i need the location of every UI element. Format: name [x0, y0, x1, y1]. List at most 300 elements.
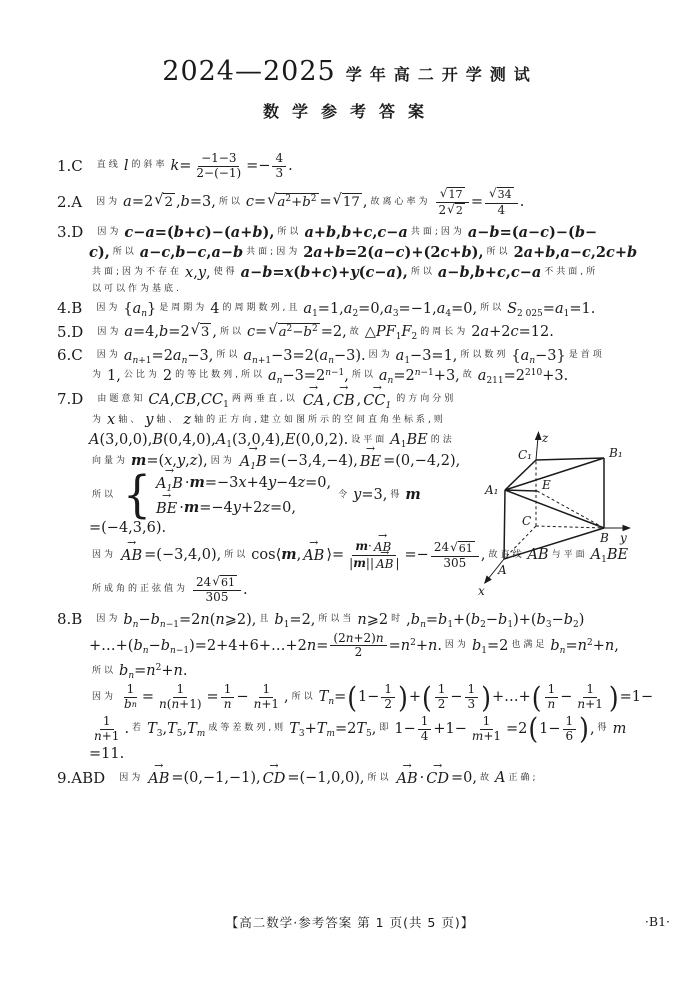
chinese-text: 得: [390, 489, 403, 500]
math-text: 2a+2c=12.: [471, 324, 554, 341]
math-text: $A(3,0,0),B(0,4,0),A_1(3,0,4),E(0,0,2)$.: [89, 432, 349, 451]
answer-line: [57, 186, 680, 220]
chinese-text: 所以: [216, 350, 241, 361]
math-text: 24: [196, 574, 212, 589]
math-text: 4: [210, 300, 220, 317]
fraction-part: 1: [259, 683, 273, 698]
radical-sign: √: [267, 192, 277, 209]
math-text: =−3x+4y−4z=0,: [204, 474, 332, 491]
radicand: 3: [200, 325, 210, 341]
math-text: =(−1,0,0),: [287, 770, 365, 787]
radicand: 2: [164, 195, 173, 211]
math-text: 2a+b,a−c,2c+b: [513, 243, 638, 261]
square-root: [212, 575, 237, 590]
prism-figure: [476, 428, 692, 600]
radical-sign: √: [450, 539, 458, 554]
math-text: 2: [438, 202, 447, 217]
fraction-part: n +1: [253, 696, 280, 711]
math-text: .: [519, 194, 525, 211]
chinese-text: 故直线: [488, 549, 525, 560]
math-text: m: [281, 546, 297, 564]
math-text: =(x,y,z),: [146, 453, 208, 470]
fraction-part: [485, 187, 518, 203]
vertex-label-c1: C₁: [518, 448, 532, 462]
math-text: =(0,−4,2),: [383, 453, 461, 470]
chinese-text: 所以数列: [460, 350, 509, 361]
fraction-part: (2 n +2) n: [330, 632, 386, 647]
vector: → AB: [397, 770, 418, 789]
math-text: ,: [589, 720, 595, 737]
fraction: [91, 715, 122, 744]
chinese-text: 若: [132, 723, 145, 734]
math-text: $b_1=2$,: [274, 611, 316, 630]
chinese-text: 所以: [218, 196, 243, 207]
radicand: 61: [220, 576, 235, 590]
chinese-text: 因为: [96, 614, 121, 625]
vertex-label-a: A: [498, 563, 507, 577]
fraction: [121, 683, 140, 712]
chinese-text: 向量为: [92, 455, 129, 466]
square-root: [154, 193, 175, 211]
chinese-text: 得: [597, 723, 610, 734]
math-text: $\{a_n\}$: [123, 300, 157, 319]
math-text: m: [189, 473, 205, 491]
chinese-text: 所以: [92, 489, 117, 500]
vector: → BE: [156, 500, 177, 519]
answer-number: 9.ABD: [57, 768, 106, 787]
fraction: [156, 683, 205, 712]
math-text: ||: [365, 556, 374, 571]
math-text: AB: [527, 547, 549, 564]
axis-label-z: z: [542, 431, 549, 445]
answer-line: [57, 431, 493, 450]
math-text: ,: [296, 547, 302, 564]
answer-number: 7.D: [57, 390, 84, 409]
chinese-text: 的周长为: [420, 326, 469, 337]
chinese-text: 的法: [430, 434, 455, 445]
fraction-part: [436, 203, 469, 218]
math-text: $S_{2 025}=a_1=1$.: [507, 300, 596, 319]
fraction-part: 4: [272, 152, 286, 167]
math-text: m: [405, 486, 421, 504]
math-text: c=: [245, 194, 267, 211]
chinese-text: 所以: [351, 370, 376, 381]
math-text: .: [243, 581, 248, 598]
chinese-text: 共面;因为: [410, 227, 465, 238]
math-text: m: [353, 556, 366, 571]
answer-line: [57, 244, 680, 263]
chinese-text: 使得: [213, 267, 238, 278]
math-text: x,y,: [185, 264, 211, 281]
fraction: [221, 683, 235, 712]
math-text: $a_{n+1}-3=2(a_n-3)$.: [243, 347, 366, 366]
fraction: [465, 683, 479, 712]
answer-line: [57, 151, 680, 182]
chinese-text: 所以: [291, 691, 316, 702]
vector: → AB: [374, 541, 391, 555]
chinese-text: 正确;: [508, 772, 539, 783]
chinese-text: 所以: [367, 772, 392, 783]
fraction: [485, 187, 518, 217]
chinese-text: 所以: [220, 326, 245, 337]
fraction-part: 2: [384, 696, 393, 711]
math-text: =1−: [619, 689, 654, 705]
fraction: [251, 683, 282, 712]
math-text: ·: [179, 499, 184, 516]
answer-number: 4.B: [57, 299, 83, 318]
vertex-label-e: E: [542, 478, 551, 492]
fraction: [193, 152, 244, 181]
math-text: $=n^2+n$.: [388, 637, 442, 654]
math-text: $A_1BE$: [390, 432, 428, 451]
fraction-part: 305: [205, 590, 229, 605]
math-text: m: [183, 498, 200, 516]
radical-sign: √: [154, 192, 164, 209]
answer-item: [57, 610, 680, 764]
math-text: =−4y+2z=0,: [199, 499, 296, 516]
big-paren: ): [481, 680, 491, 714]
square-root: [489, 187, 514, 202]
chinese-text: 的等比数列,所以: [175, 370, 265, 381]
math-text: $a_{n+1}=2a_n-3$,: [123, 347, 214, 366]
vector: → AB: [121, 547, 142, 566]
chinese-text: 所以: [410, 267, 435, 278]
math-text: .: [124, 720, 130, 737]
radical-sign: √: [439, 185, 448, 200]
chinese-text: 也满足: [511, 640, 548, 651]
math-text: $a_n=2^{n-1}+3$,: [378, 367, 460, 386]
answer-line: [57, 346, 680, 366]
fraction: [545, 683, 559, 712]
square-root: [440, 187, 465, 202]
chinese-text: 因为: [119, 772, 144, 783]
math-text: $b_n=n^2+n$,: [550, 637, 619, 656]
fraction-part: 305: [443, 556, 467, 571]
math-text: m: [131, 452, 147, 470]
fraction: [435, 683, 449, 712]
math-text: +: [408, 689, 421, 705]
fraction-part: 3: [275, 165, 284, 180]
chinese-text: 的斜率: [131, 160, 168, 171]
math-text: =2: [506, 720, 528, 737]
math-text: cos⟨: [251, 547, 282, 564]
answer-line: [57, 323, 680, 343]
chinese-text: 故: [349, 326, 362, 337]
fraction-part: 2−(−1): [196, 165, 242, 180]
math-text: $\{a_n-3\}$: [511, 347, 566, 366]
fraction-part: [431, 541, 479, 557]
chinese-text: 因为: [210, 455, 235, 466]
math-text: c=: [247, 324, 268, 341]
math-text: $b_n=n^2+n$.: [119, 663, 188, 682]
vertex-label-b: B: [600, 531, 609, 545]
chinese-text: 不共面,所: [544, 267, 599, 278]
fraction-part: 6: [565, 728, 574, 743]
fraction: [381, 683, 395, 712]
radical-sign: √: [447, 201, 455, 216]
math-text: 24: [433, 540, 450, 555]
fraction-part: n: [547, 696, 556, 711]
fraction-part: 1: [100, 715, 114, 730]
math-text: +…+: [491, 689, 531, 705]
math-text: $CA,CB,CC_1$: [148, 391, 229, 410]
big-paren: ): [579, 712, 589, 746]
chinese-text: 是首项: [568, 350, 605, 361]
math-text: $a_{211}=2^{210}+3$.: [477, 367, 569, 386]
fraction-part: 1: [563, 715, 577, 730]
math-text: l: [123, 157, 129, 174]
math-text: ,: [284, 689, 289, 705]
math-text: y: [145, 412, 154, 429]
math-text: $a_n-3=2^{n-1}$,: [267, 367, 349, 386]
answer-line: [57, 284, 680, 296]
answer-line: [57, 682, 680, 713]
math-text: =(−4,3,6).: [89, 519, 167, 536]
chinese-text: 因为: [96, 303, 121, 314]
big-paren: (: [421, 680, 432, 714]
chinese-text: 所以当: [318, 614, 355, 625]
answer-line: [57, 390, 461, 411]
vector: → CB: [333, 392, 355, 411]
fraction-part: n: [223, 696, 232, 711]
math-text: x: [107, 412, 116, 429]
chinese-text: 故: [462, 370, 475, 381]
fraction-part: 1: [480, 715, 494, 730]
vector: → CD: [263, 770, 286, 789]
radical-sign: √: [212, 574, 220, 589]
answer-line: [57, 467, 493, 538]
chinese-text: 所以: [112, 247, 137, 258]
vector: → AB: [376, 558, 393, 572]
chinese-text: 令: [338, 489, 351, 500]
vector: → CD: [426, 770, 449, 789]
answer-line: [57, 223, 680, 243]
answer-number: 5.D: [57, 322, 84, 341]
fraction-part: m +1: [471, 728, 502, 743]
footer-center-text: 【高二数学·参考答案 第 1 页(共 5 页)】: [225, 915, 475, 930]
math-text: $a_1=1,a_2=0,a_3=-1,a_4=0$,: [303, 300, 478, 319]
math-text: =0,: [450, 770, 477, 787]
math-text: |: [349, 556, 354, 571]
chinese-text: 因为: [444, 640, 469, 651]
math-text: =−: [246, 157, 271, 174]
math-text: c−a=(b+c)−(a+b),: [124, 223, 275, 241]
fraction-part: 1: [465, 683, 479, 698]
radical-sign: √: [332, 192, 342, 209]
square-root: [450, 541, 475, 556]
chinese-text: 即: [379, 723, 392, 734]
vector: → AB: [148, 770, 169, 789]
chinese-text: 因为: [368, 350, 393, 361]
math-text: $a_1-3=1$,: [395, 347, 458, 366]
fraction: [346, 539, 402, 572]
math-text: =: [206, 689, 219, 705]
fraction-part: 4: [497, 202, 506, 217]
answer-line: [57, 662, 680, 681]
equation-system: [123, 467, 332, 525]
fraction-part: 3: [467, 696, 476, 711]
title-year: 2024—2025: [162, 56, 336, 87]
math-text: y=3,: [353, 487, 388, 504]
math-text: =−: [404, 547, 429, 564]
fraction-part: −1−3: [198, 152, 239, 167]
vector: → AB: [303, 547, 324, 566]
chinese-text: 以可以作为基底.: [92, 283, 182, 294]
chinese-text: 成等差数列,则: [208, 723, 287, 734]
square-root: [447, 203, 465, 218]
fraction-part: 1: [418, 715, 432, 730]
big-paren: (: [347, 680, 358, 714]
fraction-part: 4: [420, 728, 429, 743]
math-text: =: [319, 194, 332, 211]
answer-number: 6.C: [57, 346, 83, 365]
radicand: 2: [455, 203, 463, 217]
chinese-text: 共面;因为: [246, 247, 301, 258]
big-paren: ): [398, 680, 408, 714]
chinese-text: 所以: [277, 227, 302, 238]
math-text: $T_3+T_m=2T_5$,: [289, 720, 377, 739]
math-text: −: [236, 689, 249, 705]
math-text: m: [612, 720, 627, 737]
square-root: [267, 193, 318, 211]
math-text: a−b=(a−c)−(b−: [467, 223, 598, 241]
math-text: A: [494, 770, 506, 787]
big-paren: ): [608, 680, 619, 714]
math-text: −: [450, 689, 463, 705]
math-text: $b_1=2$: [471, 637, 509, 656]
axis-label-x: x: [478, 584, 485, 598]
math-text: 1,: [107, 367, 121, 384]
answer-line: [57, 714, 680, 745]
chinese-text: 故离心率为: [370, 196, 431, 207]
square-root: [191, 323, 212, 341]
chinese-text: 所以: [486, 247, 511, 258]
math-text: c),: [89, 243, 110, 261]
math-text: a=2: [123, 194, 154, 211]
answer-item: [57, 151, 680, 182]
chinese-text: 轴、: [118, 414, 143, 425]
radicand: $a^2+b^2$: [277, 194, 317, 211]
chinese-text: 轴的正方向,建立如图所示的空间直角坐标系,则: [194, 414, 446, 425]
chinese-text: 因为: [97, 326, 122, 337]
answer-line: [57, 411, 493, 430]
system-row: [154, 473, 331, 494]
answer-item: [57, 223, 680, 295]
fraction-part: 1: [173, 683, 187, 698]
vertex-label-b1: B₁: [609, 446, 623, 460]
radicand: 17: [448, 187, 463, 201]
chinese-text: 所以: [480, 303, 505, 314]
fraction: [574, 683, 605, 712]
fraction-part: [436, 187, 469, 203]
fraction: [272, 152, 286, 181]
fraction-part: 1: [435, 683, 449, 698]
math-text: a−b=x(b+c)+y(c−a),: [240, 263, 408, 281]
fraction-part: n ( n +1): [159, 696, 202, 711]
math-text: $A_1BE$: [590, 547, 629, 566]
fraction-part: 1: [221, 683, 235, 698]
fraction-part: 2: [437, 696, 446, 711]
math-text: z: [183, 412, 192, 429]
math-text: k=: [170, 157, 192, 174]
math-text: =2,: [320, 324, 347, 341]
fraction: [436, 187, 469, 219]
chinese-text: 时: [391, 614, 404, 625]
big-paren: (: [528, 712, 539, 746]
answer-number: 8.B: [57, 610, 83, 629]
chinese-text: 两两垂直,以: [231, 394, 298, 405]
document-subtitle: 数学参考答案: [262, 102, 437, 121]
answer-line: [57, 264, 680, 283]
fraction: [469, 715, 504, 744]
chinese-text: 因为: [96, 350, 121, 361]
chinese-text: 与平面: [551, 549, 588, 560]
chinese-text: 且: [259, 614, 272, 625]
page-footer: [0, 913, 700, 933]
math-text: $,b_n=b_1+(b_2-b_1)+(b_3-b_2)$: [406, 611, 585, 630]
fraction-part: n +1: [94, 728, 120, 743]
chinese-text: 为: [92, 370, 105, 381]
vector: → CA: [303, 392, 325, 411]
chinese-text: 是周期为: [159, 303, 208, 314]
fraction-part: 1: [381, 683, 395, 698]
square-root: [268, 323, 319, 341]
math-text: 1−: [394, 720, 416, 737]
radicand: $a^2-b^2$: [278, 324, 318, 341]
answer-item: [57, 299, 680, 319]
chinese-text: 所以: [92, 665, 117, 676]
chinese-text: 公比为: [123, 370, 160, 381]
math-text: 1−: [539, 720, 561, 737]
math-text: a+b,b+c,c−a: [304, 223, 408, 241]
answer-number: 3.D: [57, 223, 84, 242]
title-exam-name: 学年高二开学测试: [345, 65, 538, 84]
fraction-part: [346, 556, 402, 572]
radical-sign: √: [190, 322, 200, 339]
vector: → $A_1B$: [156, 475, 183, 494]
math-text: ·: [419, 770, 425, 787]
math-text: ,: [362, 194, 368, 211]
math-text: 2a+b=2(a−c)+(2c+b),: [303, 243, 484, 261]
radicand: 17: [342, 195, 360, 211]
chinese-text: 因为: [96, 196, 121, 207]
math-text: 1−: [358, 689, 380, 705]
footer-page-code: ·B1·: [644, 914, 670, 929]
math-text: −: [560, 689, 573, 705]
math-text: $b_n-b_{n-1}=2n(n⩾2)$,: [123, 611, 257, 630]
answer-item: [57, 768, 680, 789]
math-text: |: [395, 556, 400, 571]
vector: → $A_1B$: [240, 453, 267, 472]
math-text: m: [355, 539, 369, 554]
answer-number: 1.C: [57, 156, 83, 175]
math-text: a=4,b=2: [124, 324, 190, 341]
fraction-part: 1: [545, 683, 559, 698]
fraction: [330, 632, 386, 661]
chinese-text: 设平面: [351, 434, 388, 445]
fraction-part: n +1: [577, 696, 603, 711]
prism-figure-svg: [476, 428, 692, 600]
radicand: 61: [458, 541, 473, 555]
system-rows: [154, 473, 331, 519]
system-brace: {: [123, 467, 152, 525]
math-text: ,b=3,: [175, 194, 216, 211]
answer-line: [57, 299, 680, 319]
math-text: ,: [326, 391, 331, 408]
chinese-text: 因为: [92, 549, 117, 560]
math-text: n⩾2: [357, 611, 389, 628]
square-root: [333, 193, 362, 211]
